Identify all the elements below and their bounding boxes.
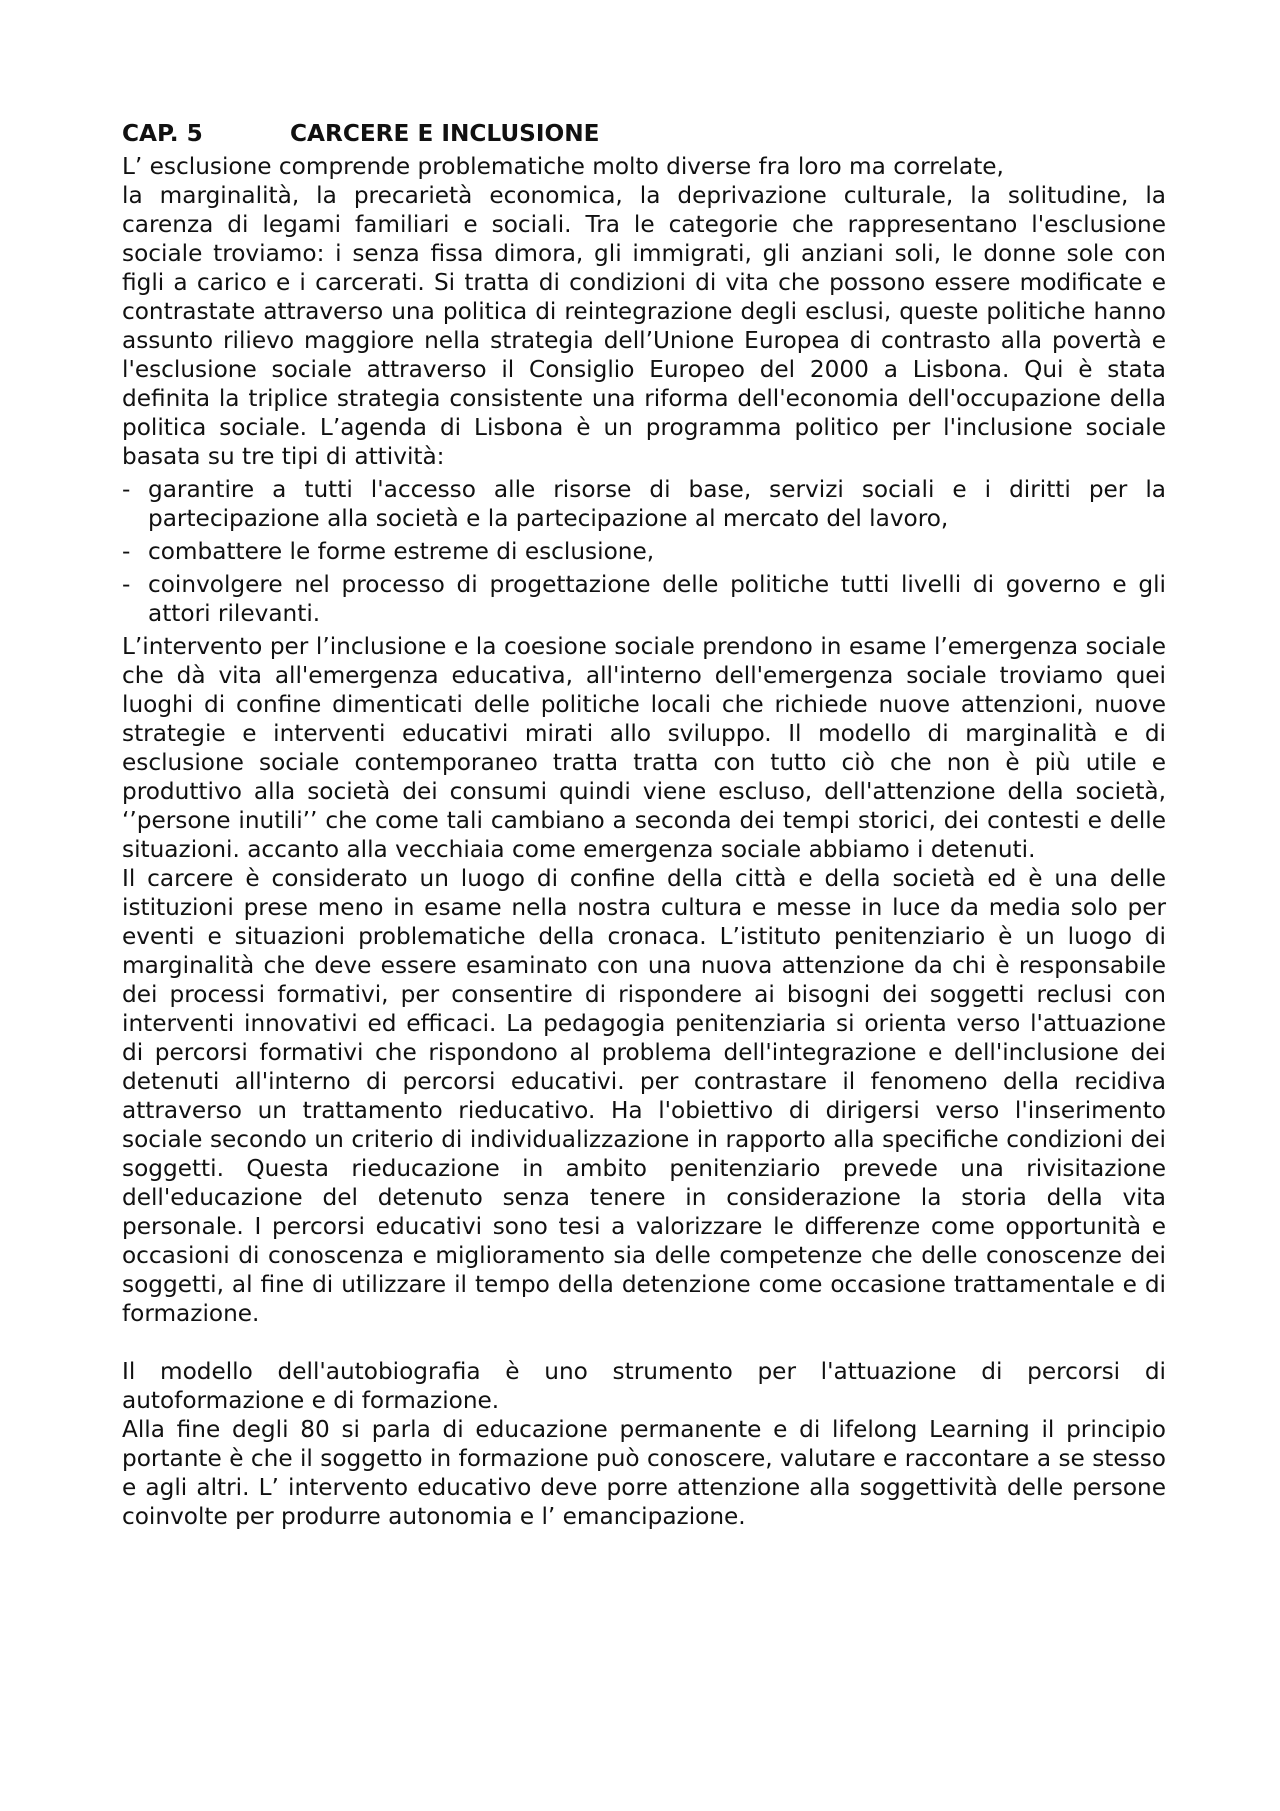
document-page: [122, 118, 1166, 1531]
bullet-text: garantire a tutti l'accesso alle risorse di base, servizi sociali e i diritti per la partecipazione alla società e la partecipazione al mercato del lavoro,: [148, 476, 1166, 532]
paragraph-prison: Il carcere è considerato un luogo di confine della città e della società ed è una delle istituzioni prese meno in esame nella nostra cultura e messe in luce da media solo per eventi e situazioni problematiche della cronaca. L’istituto penitenziario è un luogo di marginalità che deve essere esaminato con una nuova attenzione da chi è responsabile dei processi formativi, per consentire di rispondere ai bisogni dei soggetti reclusi con interventi innovativi ed efficaci. La pedagogia penitenziaria si orienta verso l'attuazione di percorsi formativi che rispondono al problema dell'integrazione e dell'inclusione dei detenuti all'interno di percorsi educativi. per contrastare il fenomeno della recidiva attraverso un trattamento rieducativo. Ha l'obiettivo di dirigersi verso l'inserimento sociale secondo un criterio di individualizzazione in rapporto alla specifiche condizioni dei soggetti. Questa rieducazione in ambito penitenziario prevede una rivisitazione dell'educazione del detenuto senza tenere in considerazione la storia della vita personale. I percorsi educativi sono tesi a valorizzare le differenze come opportunità e occasioni di conoscenza e miglioramento sia delle competenze che delle conoscenze dei soggetti, al fine di utilizzare il tempo della detenzione come occasione trattamentale e di formazione.: [122, 865, 1166, 1327]
intro-body: la marginalità, la precarietà economica, la deprivazione culturale, la solitudine, la carenza di legami familiari e sociali. Tra le categorie che rappresentano l'esclusione sociale troviamo: i senza fissa dimora, gli immigrati, gli anziani soli, le donne sole con figli a carico e i carcerati. Si tratta di condizioni di vita che possono essere modificate e contrastate attraverso una politica di reintegrazione degli esclusi, queste politiche hanno assunto rilievo maggiore nella strategia dell’Unione Europea di contrasto alla povertà e l'esclusione sociale attraverso il Consiglio Europeo del 2000 a Lisbona. Qui è stata definita la triplice strategia consistente una riforma dell'economia dell'occupazione della politica sociale. L’agenda di Lisbona è un programma politico per l'inclusione sociale basata su tre tipi di attività:: [122, 182, 1166, 470]
chapter-title: CARCERE E INCLUSIONE: [290, 120, 600, 147]
bullet-dash: -: [122, 571, 131, 598]
bullet-dash: -: [122, 476, 131, 503]
chapter-number: CAP. 5: [122, 120, 203, 147]
intro-paragraph: [122, 152, 1166, 471]
paragraph-autobiography: Il modello dell'autobiografia è uno strumento per l'attuazione di percorsi di autoformazione e di formazione.: [122, 1358, 1166, 1414]
bullet-text: combattere le forme estreme di esclusione,: [148, 538, 655, 565]
chapter-heading: [122, 118, 1166, 149]
list-item: [122, 570, 1166, 628]
paragraph-lifelong-learning: Alla fine degli 80 si parla di educazione permanente e di lifelong Learning il principio portante è che il soggetto in formazione può conoscere, valutare e raccontare a se stesso e agli altri. L’ intervento educativo deve porre attenzione alla soggettività delle persone coinvolte per produrre autonomia e l’ emancipazione.: [122, 1416, 1166, 1530]
list-item: [122, 537, 1166, 566]
bullet-dash: -: [122, 538, 131, 565]
paragraph-inclusion: L’intervento per l’inclusione e la coesione sociale prendono in esame l’emergenza sociale che dà vita all'emergenza educativa, all'interno dell'emergenza sociale troviamo quei luoghi di confine dimenticati delle politiche locali che richiede nuove attenzioni, nuove strategie e interventi educativi mirati allo sviluppo. Il modello di marginalità e di esclusione sociale contemporaneo tratta tratta con tutto ciò che non è più utile e produttivo alla società dei consumi quindi viene escluso, dell'attenzione della società, ‘’persone inutili’’ che come tali cambiano a seconda dei tempi storici, dei contesti e delle situazioni. accanto alla vecchiaia come emergenza sociale abbiamo i detenuti.: [122, 633, 1166, 863]
bullet-text: coinvolgere nel processo di progettazione delle politiche tutti livelli di governo e gli attori rilevanti.: [148, 571, 1166, 627]
intro-first-line: L’ esclusione comprende problematiche molto diverse fra loro ma correlate,: [122, 153, 1004, 180]
list-item: [122, 475, 1166, 533]
paragraph-spacer: [122, 1328, 1166, 1357]
bullet-list: [122, 475, 1166, 628]
